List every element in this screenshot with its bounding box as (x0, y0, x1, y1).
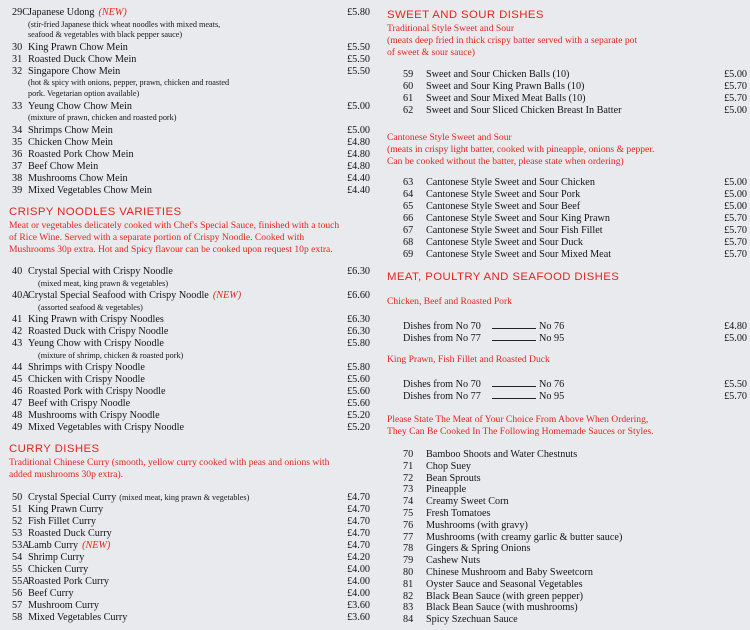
item-name-text: Pineapple (426, 484, 467, 496)
item-price: £5.70 (724, 81, 747, 92)
item-price: £5.80 (347, 7, 370, 18)
item-price: £5.20 (347, 422, 370, 433)
item-number: 70 (403, 449, 414, 460)
item-price: £3.60 (347, 600, 370, 611)
item-name-text: Yeung Chow Chow Mein (28, 101, 132, 112)
item-name-text: Fresh Tomatoes (426, 508, 491, 519)
item-number: 79 (403, 555, 414, 567)
item-name-text: Mushrooms (with creamy garlic & butter sauce) (426, 531, 623, 543)
item-price: £5.00 (347, 125, 370, 136)
item-price: £5.60 (347, 386, 370, 397)
range-to: No 95 (539, 391, 565, 402)
item-price: £4.70 (347, 528, 370, 539)
item-number: 44 (12, 362, 23, 373)
item-description: (stir-fried Japanese thick wheat noodles with mixed meats, (28, 20, 221, 29)
item-name-text: Cantonese Style Sweet and Sour King Prawn (426, 213, 610, 224)
item-name (28, 398, 130, 410)
item-name-text: Gingers & Spring Onions (426, 543, 531, 555)
item-name (28, 314, 164, 326)
item-number: 59 (403, 69, 414, 80)
item-name-text: Creamy Sweet Corn (426, 496, 509, 508)
item-name-text: Sweet and Sour Sliced Chicken Breast In Batter (426, 105, 622, 116)
item-name-text: Chop Suey (426, 460, 471, 472)
item-description: seafood & vegetables with black pepper sauce) (28, 30, 183, 39)
item-name-text: Beef Chow Mein (28, 161, 99, 172)
item-number: 40A (12, 290, 30, 301)
new-badge: (NEW) (82, 540, 111, 551)
item-name (426, 69, 569, 81)
item-name (28, 101, 132, 113)
item-number: 40 (12, 266, 23, 277)
item-number: 56 (12, 588, 23, 599)
item-name (28, 338, 164, 350)
item-name (28, 137, 113, 149)
section-note: Please State The Meat of Your Choice From Above When Ordering, (387, 414, 649, 425)
item-number: 62 (403, 105, 414, 116)
item-name (28, 185, 152, 197)
item-price: £5.50 (347, 54, 370, 65)
item-price: £4.70 (347, 516, 370, 527)
item-name (426, 449, 577, 461)
item-number: 57 (12, 600, 23, 611)
item-name (426, 473, 481, 485)
item-name-text: Roasted Duck Chow Mein (28, 54, 137, 65)
item-note: (mixed meat, king prawn & vegetables) (119, 493, 250, 502)
item-number: 54 (12, 552, 23, 563)
item-number: 75 (403, 508, 414, 519)
section-intro: Can be cooked without the batter, please state when ordering) (387, 156, 624, 167)
item-name-text: Mushroom Curry (28, 600, 100, 611)
item-price: £6.30 (347, 266, 370, 277)
item-name (28, 149, 134, 161)
section-intro: (meats deep fried in thick crispy batter served with a separate pot (387, 35, 638, 46)
range-dash (492, 386, 536, 387)
range-to: No 76 (539, 379, 565, 390)
item-price: £5.70 (724, 213, 747, 224)
range-price: £5.00 (724, 333, 747, 344)
item-name (28, 504, 103, 516)
item-name-text: Shrimp Curry (28, 552, 85, 563)
item-name (28, 564, 88, 576)
item-name-text: Shrimps Chow Mein (28, 125, 113, 136)
item-number: 53A (12, 540, 30, 551)
item-name-text: Cashew Nuts (426, 555, 481, 567)
item-price: £5.00 (724, 105, 747, 116)
item-name (28, 326, 168, 338)
item-name (28, 588, 74, 600)
item-name (426, 484, 466, 496)
item-number: 81 (403, 578, 414, 590)
item-name-text: Chicken Curry (28, 564, 89, 575)
item-name (28, 552, 84, 564)
item-name-text: King Prawn Chow Mein (28, 42, 128, 53)
item-name-text: Cantonese Style Sweet and Sour Duck (426, 237, 584, 248)
item-name (28, 173, 128, 185)
section-intro: Mushrooms 30p extra. Hot and Spicy flavour can be cooked upon request 10p extra. (9, 244, 333, 255)
item-name-text: Crystal Special Curry (28, 492, 117, 503)
item-name-text: Mixed Vegetables with Crispy Noodle (28, 422, 184, 433)
item-number: 38 (12, 173, 23, 184)
item-price: £5.70 (724, 237, 747, 248)
item-price: £5.70 (724, 225, 747, 236)
range-from: Dishes from No 77 (403, 391, 481, 402)
item-number: 42 (12, 326, 23, 337)
item-name (426, 508, 490, 520)
item-number: 58 (12, 612, 23, 623)
item-number: 55 (12, 564, 23, 575)
item-number: 43 (12, 338, 23, 349)
item-name-text: Cantonese Style Sweet and Sour Pork (426, 189, 581, 200)
item-name-text: Roasted Pork Curry (28, 576, 109, 587)
range-dash (492, 328, 536, 329)
item-name-text: Roasted Duck Curry (28, 528, 112, 539)
item-name (426, 520, 528, 532)
item-price: £6.30 (347, 326, 370, 337)
item-name (426, 614, 518, 626)
item-name-text: Mushrooms Chow Mein (28, 173, 128, 184)
item-description: pork. Vegetarian option available) (28, 89, 140, 98)
item-name (426, 225, 603, 237)
item-price: £4.80 (347, 149, 370, 160)
item-price: £4.00 (347, 576, 370, 587)
item-number: 48 (12, 410, 23, 421)
item-number: 34 (12, 125, 23, 136)
item-name-text: Bamboo Shoots and Water Chestnuts (426, 449, 578, 460)
item-name (28, 516, 96, 528)
item-number: 37 (12, 161, 23, 172)
item-number: 30 (12, 42, 23, 53)
item-price: £5.00 (724, 201, 747, 212)
item-name (28, 374, 145, 386)
item-price: £5.70 (724, 249, 747, 260)
new-badge: (NEW) (98, 7, 127, 18)
item-name (426, 213, 610, 225)
item-price: £5.80 (347, 338, 370, 349)
item-price: £4.70 (347, 492, 370, 503)
item-name-text: Black Bean Sauce (with mushrooms) (426, 602, 578, 614)
item-number: 84 (403, 614, 414, 626)
item-name (426, 177, 595, 189)
item-name-text: Sweet and Sour Chicken Balls (10) (426, 69, 570, 80)
item-number: 64 (403, 189, 414, 200)
item-name-text: Mushrooms (with gravy) (426, 519, 528, 531)
item-price: £3.60 (347, 612, 370, 623)
item-price: £6.60 (347, 290, 370, 301)
item-number: 69 (403, 249, 414, 260)
item-price: £5.20 (347, 410, 370, 421)
item-name (28, 612, 127, 624)
item-name (426, 237, 583, 249)
item-price: £4.40 (347, 173, 370, 184)
item-name (28, 54, 136, 66)
item-name-text: King Prawn with Crispy Noodles (28, 314, 164, 325)
item-price: £4.70 (347, 504, 370, 515)
item-name (28, 528, 112, 540)
item-name (426, 567, 593, 579)
item-name-text: Cantonese Style Sweet and Sour Chicken (426, 177, 595, 188)
section-intro: Meat or vegetables delicately cooked with Chef's Special Sauce, finished with a touch (9, 220, 340, 231)
item-name-text: Bean Sprouts (426, 472, 481, 484)
item-name (426, 93, 586, 105)
item-name-text: King Prawn Curry (28, 504, 104, 515)
section-intro: (meats in crispy light batter, cooked with pineapple, onions & pepper. (387, 144, 655, 155)
item-name (426, 555, 480, 567)
item-number: 33 (12, 101, 23, 112)
item-name (426, 602, 578, 614)
item-description: (mixture of prawn, chicken and roasted pork) (28, 113, 177, 122)
item-number: 55A (12, 576, 30, 587)
item-price: £6.30 (347, 314, 370, 325)
item-number: 53 (12, 528, 23, 539)
subsection-title: Chicken, Beef and Roasted Pork (387, 296, 512, 307)
item-name (28, 422, 184, 434)
item-price: £5.00 (724, 177, 747, 188)
item-name-text: Beef Curry (28, 588, 74, 599)
item-number: 67 (403, 225, 414, 236)
item-price: £4.70 (347, 540, 370, 551)
item-name-text: Black Bean Sauce (with green pepper) (426, 590, 583, 602)
item-name (426, 461, 471, 473)
item-price: £5.00 (724, 69, 747, 80)
section-note: They Can Be Cooked In The Following Homemade Sauces or Styles. (387, 426, 654, 437)
section-intro: Traditional Chinese Curry (smooth, yellow curry cooked with peas and onions with (9, 457, 330, 468)
item-name-text: Mushrooms with Crispy Noodle (28, 410, 160, 421)
item-name (28, 266, 173, 278)
item-price: £5.70 (724, 93, 747, 104)
item-name (426, 543, 530, 555)
item-name-text: Spicy Szechuan Sauce (426, 614, 518, 626)
item-number: 32 (12, 66, 23, 77)
item-number: 66 (403, 213, 414, 224)
item-description: (hot & spicy with onions, pepper, prawn, chicken and roasted (28, 78, 230, 87)
section-intro: added mushrooms 30p extra). (9, 469, 124, 480)
item-number: 52 (12, 516, 23, 527)
range-to: No 76 (539, 321, 565, 332)
item-price: £5.50 (347, 66, 370, 77)
item-price: £4.00 (347, 564, 370, 575)
item-name (28, 66, 120, 78)
range-from: Dishes from No 70 (403, 379, 481, 390)
item-name-text: Cantonese Style Sweet and Sour Fish Fillet (426, 225, 603, 236)
range-price: £5.70 (724, 391, 747, 402)
item-name (28, 600, 99, 612)
subsection-title: King Prawn, Fish Fillet and Roasted Duck (387, 354, 550, 365)
item-number: 49 (12, 422, 23, 433)
item-name-text: Japanese Udong (28, 7, 95, 18)
item-number: 83 (403, 602, 414, 614)
item-number: 45 (12, 374, 23, 385)
item-number: 46 (12, 386, 23, 397)
item-number: 68 (403, 237, 414, 248)
item-description: (assorted seafood & vegetables) (38, 303, 143, 312)
item-number: 65 (403, 201, 414, 212)
new-badge: (NEW) (212, 290, 242, 301)
item-name (426, 249, 611, 261)
item-price: £4.40 (347, 185, 370, 196)
item-price: £5.00 (347, 101, 370, 112)
item-name-text: Roasted Pork with Crispy Noodle (28, 386, 166, 397)
range-price: £5.50 (724, 379, 747, 390)
item-name-text: Crystal Special Seafood with Crispy Noodle (28, 290, 209, 301)
item-name-text: Sweet and Sour King Prawn Balls (10) (426, 81, 585, 92)
item-name-text: Chinese Mushroom and Baby Sweetcorn (426, 567, 593, 578)
item-number: 60 (403, 81, 414, 92)
item-name (28, 362, 145, 374)
item-name (426, 201, 580, 213)
item-number: 73 (403, 484, 414, 496)
item-name (28, 492, 249, 504)
item-name (28, 7, 127, 19)
item-name-text: Crystal Special with Crispy Noodle (28, 266, 173, 277)
item-name-text: Chicken with Crispy Noodle (28, 374, 145, 385)
item-number: 80 (403, 567, 414, 578)
item-name-text: Oyster Sauce and Seasonal Vegetables (426, 578, 583, 590)
item-number: 36 (12, 149, 23, 160)
item-description: (mixture of shrimp, chicken & roasted pork) (38, 351, 184, 360)
item-name-text: Chicken Chow Mein (28, 137, 113, 148)
item-number: 51 (12, 504, 23, 515)
section-title-meat: MEAT, POULTRY AND SEAFOOD DISHES (387, 271, 620, 283)
item-name (426, 532, 622, 544)
item-number: 31 (12, 54, 23, 65)
range-from: Dishes from No 77 (403, 333, 481, 344)
item-name-text: Yeung Chow with Crispy Noodle (28, 338, 164, 349)
item-number: 71 (403, 460, 414, 472)
item-name-text: Shrimps with Crispy Noodle (28, 362, 145, 373)
range-dash (492, 340, 536, 341)
item-price: £4.00 (347, 588, 370, 599)
item-price: £4.80 (347, 161, 370, 172)
section-title-curry: CURRY DISHES (9, 443, 100, 455)
item-name (426, 189, 580, 201)
subsection-title: Traditional Style Sweet and Sour (387, 23, 515, 34)
item-name-text: Beef with Crispy Noodle (28, 398, 131, 409)
subsection-title: Cantonese Style Sweet and Sour (387, 132, 512, 143)
item-name (28, 42, 128, 54)
item-name-text: Cantonese Style Sweet and Sour Beef (426, 201, 581, 212)
item-price: £5.60 (347, 398, 370, 409)
section-title-sweet-sour: SWEET AND SOUR DISHES (387, 9, 544, 21)
item-name (426, 579, 583, 591)
item-name (28, 576, 109, 588)
item-name-text: Singapore Chow Mein (28, 66, 121, 77)
item-number: 78 (403, 543, 414, 555)
item-number: 77 (403, 531, 414, 543)
item-name-text: Cantonese Style Sweet and Sour Mixed Meat (426, 249, 612, 260)
item-number: 63 (403, 177, 414, 188)
item-number: 76 (403, 519, 414, 531)
item-price: £5.00 (724, 189, 747, 200)
item-number: 29C (12, 7, 29, 18)
item-number: 41 (12, 314, 23, 325)
item-name-text: Mixed Vegetables Chow Mein (28, 185, 153, 196)
item-number: 50 (12, 492, 23, 503)
item-name (28, 161, 98, 173)
section-intro: of sweet & sour sauce) (387, 47, 475, 58)
range-dash (492, 398, 536, 399)
item-description: (mixed meat, king prawn & vegetables) (38, 279, 169, 288)
range-from: Dishes from No 70 (403, 321, 481, 332)
item-name (28, 410, 160, 422)
item-number: 82 (403, 590, 414, 602)
item-name-text: Lamb Curry (28, 540, 79, 551)
item-number: 39 (12, 185, 23, 196)
item-price: £4.20 (347, 552, 370, 563)
item-name-text: Fish Fillet Curry (28, 516, 96, 527)
item-name (426, 81, 584, 93)
item-number: 35 (12, 137, 23, 148)
item-name (426, 591, 583, 603)
item-name (426, 496, 509, 508)
section-title-crispy: CRISPY NOODLES VARIETIES (9, 206, 182, 218)
item-name-text: Roasted Duck with Crispy Noodle (28, 326, 169, 337)
item-name (28, 386, 166, 398)
item-name (28, 540, 110, 552)
item-number: 72 (403, 472, 414, 484)
range-price: £4.80 (724, 321, 747, 332)
item-number: 47 (12, 398, 23, 409)
item-price: £5.60 (347, 374, 370, 385)
range-to: No 95 (539, 333, 565, 344)
item-name-text: Sweet and Sour Mixed Meat Balls (10) (426, 93, 586, 104)
item-number: 74 (403, 496, 414, 508)
item-price: £4.80 (347, 137, 370, 148)
item-price: £5.80 (347, 362, 370, 373)
section-intro: of Rice Wine. Served with a separate portion of Crispy Noodle. Cooked with (9, 232, 305, 243)
item-name (426, 105, 622, 117)
item-name-text: Mixed Vegetables Curry (28, 612, 128, 623)
item-name (28, 125, 113, 137)
item-price: £5.50 (347, 42, 370, 53)
item-number: 61 (403, 93, 414, 104)
item-name (28, 290, 241, 302)
item-name-text: Roasted Pork Chow Mein (28, 149, 134, 160)
